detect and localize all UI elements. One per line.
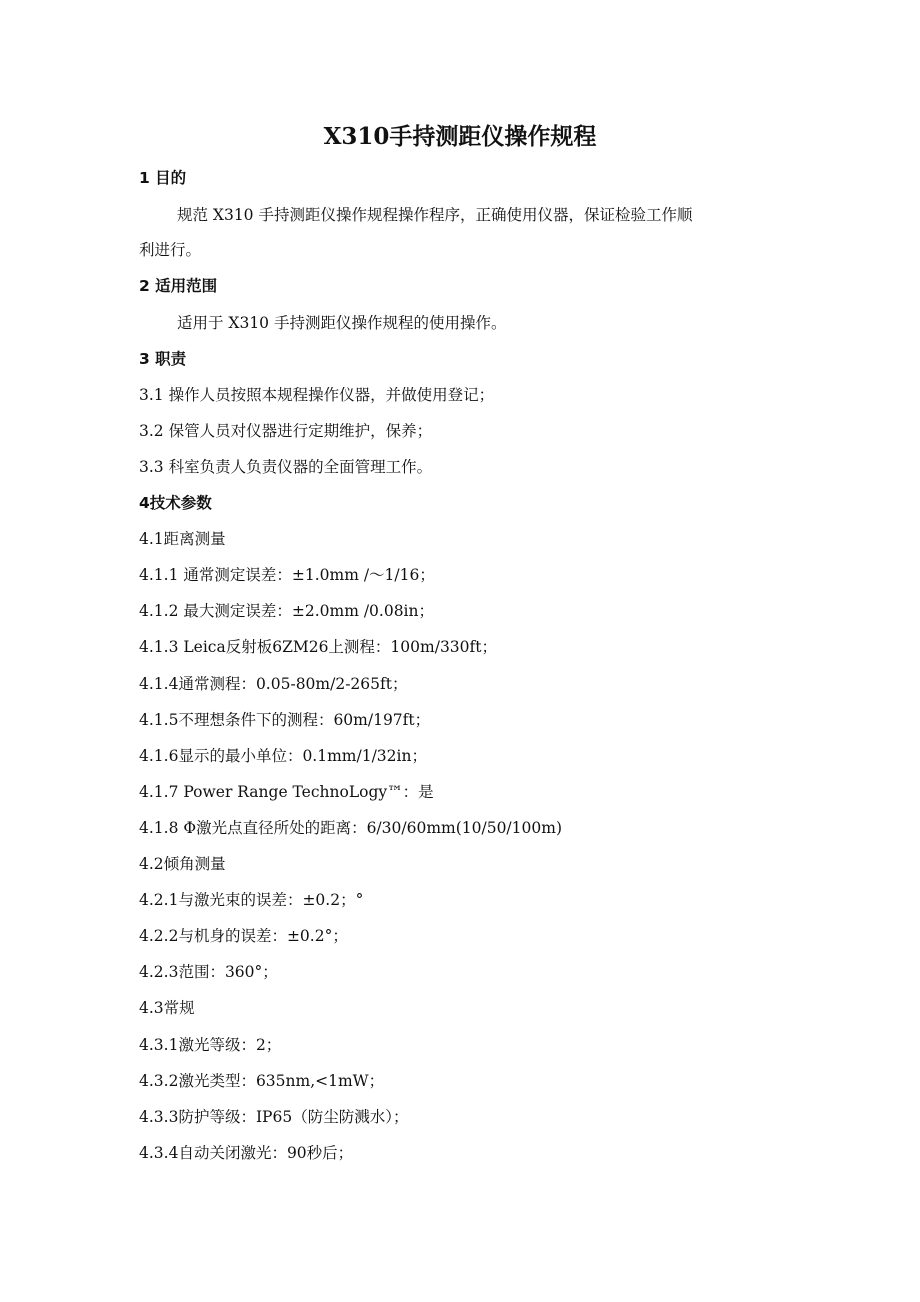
paragraph-purpose-line-1: 规范 X310 手持测距仪操作规程操作程序，正确使用仪器，保证检验工作顺 [177,206,693,224]
document-title: X310手持测距仪操作规程 [323,123,597,150]
clause-4-1-5: 4.1.5不理想条件下的测程：60m/197ft； [139,711,431,729]
clause-4-1-7: 4.1.7 Power Range TechnoLogy™：是 [139,783,434,801]
paragraph-purpose-line-2: 利进行。 [139,241,202,259]
clause-4-1-1: 4.1.1 通常测定误差：±1.0mm /～1/16； [139,566,435,584]
paragraph-scope: 适用于 X310 手持测距仪操作规程的使用操作。 [177,314,507,332]
clause-3-3: 3.3 科室负责人负责仪器的全面管理工作。 [139,458,433,476]
clause-4-1-4: 4.1.4通常测程：0.05-80m/2-265ft； [139,675,408,693]
subsection-4-2: 4.2倾角测量 [139,855,226,873]
clause-4-1-2: 4.1.2 最大测定误差：±2.0mm /0.08in； [139,602,435,620]
clause-4-2-3: 4.2.3范围：360°； [139,963,278,981]
clause-4-2-1: 4.2.1与激光束的误差：±0.2；° [139,891,364,909]
clause-4-3-4: 4.3.4自动关闭激光：90秒后； [139,1144,354,1162]
section-heading-responsibilities: 3 职责 [139,350,187,368]
section-heading-purpose: 1 目的 [139,169,187,187]
clause-3-1: 3.1 操作人员按照本规程操作仪器，并做使用登记； [139,386,495,404]
section-heading-technical-parameters: 4技术参数 [139,494,212,512]
clause-4-1-8: 4.1.8 Φ激光点直径所处的距离：6/30/60mm(10/50/100m) [139,819,562,837]
clause-4-3-2: 4.3.2激光类型：635nm,<1mW； [139,1072,385,1090]
clause-4-2-2: 4.2.2与机身的误差：±0.2°； [139,927,348,945]
clause-4-1-3: 4.1.3 Leica反射板6ZM26上测程：100m/330ft； [139,638,497,656]
clause-4-3-1: 4.3.1激光等级：2； [139,1036,282,1054]
clause-3-2: 3.2 保管人员对仪器进行定期维护，保养； [139,422,433,440]
section-heading-scope: 2 适用范围 [139,277,218,295]
clause-4-1-6: 4.1.6显示的最小单位：0.1mm/1/32in； [139,747,427,765]
subsection-4-3: 4.3常规 [139,999,195,1017]
clause-4-3-3: 4.3.3防护等级：IP65（防尘防溅水）； [139,1108,409,1126]
subsection-4-1: 4.1距离测量 [139,530,226,548]
